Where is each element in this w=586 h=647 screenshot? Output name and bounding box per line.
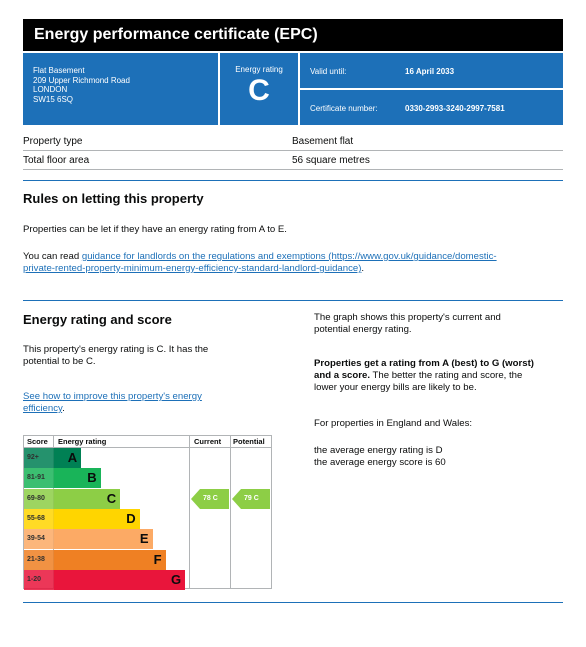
band-bar-b: B — [54, 468, 101, 488]
current-rating-arrow: 78 C — [191, 489, 229, 509]
rating-scale-bold: Properties get a rating from A (best) to G (worst) — [314, 358, 534, 369]
certificate-number-label: Certificate number: — [310, 104, 378, 113]
page-title: Energy performance certificate (EPC) — [23, 19, 563, 51]
rating-scale-bold: and a score. — [314, 370, 370, 381]
improve-efficiency-link-continued[interactable]: efficiency — [23, 403, 63, 414]
letting-guidance-paragraph — [23, 251, 563, 275]
graph-explainer-line: The graph shows this property's current and — [314, 312, 501, 323]
section-divider — [23, 602, 563, 603]
letting-heading: Rules on letting this property — [23, 191, 204, 206]
graph-explainer-line: potential energy rating. — [314, 324, 412, 335]
england-wales-note: For properties in England and Wales: — [314, 418, 473, 429]
letting-paragraph: Properties can be let if they have an energy rating from A to E. — [23, 224, 287, 235]
average-rating-note — [314, 445, 446, 469]
letting-guidance-suffix: . — [361, 263, 365, 274]
chart-column-divider — [230, 436, 231, 588]
rating-scale-text: lower your energy bills are likely to be. — [314, 382, 477, 393]
floor-area-label: Total floor area — [23, 155, 90, 166]
section-divider — [23, 180, 563, 181]
energy-rating-letter: C — [248, 74, 270, 107]
letting-guidance-prefix: You can read — [23, 251, 82, 262]
rating-heading: Energy rating and score — [23, 312, 172, 327]
property-type-value: Basement flat — [292, 136, 354, 147]
valid-until-value: 16 April 2033 — [405, 67, 455, 76]
chart-header-potential: Potential — [233, 437, 265, 446]
band-score-g: 1-20 — [24, 570, 54, 590]
chart-header-rating: Energy rating — [58, 437, 107, 446]
address-line: SW15 6SQ — [33, 94, 74, 104]
average-rating-line: the average energy rating is D — [314, 445, 443, 456]
band-bar-e: E — [54, 529, 153, 549]
floor-area-row — [23, 151, 563, 170]
property-type-row — [23, 132, 563, 151]
band-score-f: 21-38 — [24, 550, 54, 570]
certificate-header — [23, 53, 563, 125]
certificate-number-value: 0330-2993-3240-2997-7581 — [405, 104, 505, 113]
improve-link-block — [23, 391, 202, 415]
address-line: Flat Basement — [33, 66, 85, 75]
band-bar-d: D — [54, 509, 140, 529]
band-score-a: 92+ — [24, 448, 54, 468]
rating-paragraph — [23, 344, 208, 368]
floor-area-value: 56 square metres — [292, 155, 370, 166]
energy-rating-box — [220, 53, 298, 125]
property-type-label: Property type — [23, 136, 83, 147]
band-score-b: 81-91 — [24, 468, 54, 488]
landlord-guidance-link-continued[interactable]: private-rented-property-minimum-energy-efficiency-standard-landlord-guidance) — [23, 263, 362, 274]
average-score-line: the average energy score is 60 — [314, 457, 446, 468]
valid-until-row — [300, 53, 563, 88]
chart-header-current: Current — [194, 437, 222, 446]
band-score-e: 39-54 — [24, 529, 54, 549]
band-bar-c: C — [54, 489, 120, 509]
band-score-d: 55-68 — [24, 509, 54, 529]
landlord-guidance-link[interactable]: guidance for landlords on the regulations and exemptions (https://www.gov.uk/guidance/domestic- — [81, 251, 497, 262]
band-score-c: 69-80 — [24, 489, 54, 509]
chart-column-divider — [189, 436, 190, 588]
rating-scale-text: The better the rating and score, the — [370, 370, 523, 381]
energy-rating-label: Energy rating — [235, 65, 283, 74]
certificate-number-row — [300, 90, 563, 125]
graph-explainer — [314, 312, 501, 336]
valid-until-label: Valid until: — [310, 67, 347, 76]
improve-efficiency-link[interactable]: See how to improve this property's energy — [23, 391, 202, 402]
section-divider — [23, 300, 563, 301]
band-bar-f: F — [54, 550, 166, 570]
property-table — [23, 132, 563, 170]
rating-paragraph-line: This property's energy rating is C. It has the — [23, 344, 209, 355]
address-line: LONDON — [33, 85, 68, 94]
address-line: 209 Upper Richmond Road — [33, 75, 130, 85]
potential-rating-arrow: 79 C — [232, 489, 270, 509]
rating-scale-explainer — [314, 358, 564, 394]
improve-link-suffix: . — [62, 403, 65, 414]
chart-header-score: Score — [27, 437, 48, 446]
energy-rating-chart — [23, 435, 272, 589]
band-bar-a: A — [54, 448, 81, 468]
address-block — [23, 53, 218, 125]
rating-paragraph-line: potential to be C. — [23, 356, 96, 367]
band-bar-g: G — [54, 570, 185, 590]
